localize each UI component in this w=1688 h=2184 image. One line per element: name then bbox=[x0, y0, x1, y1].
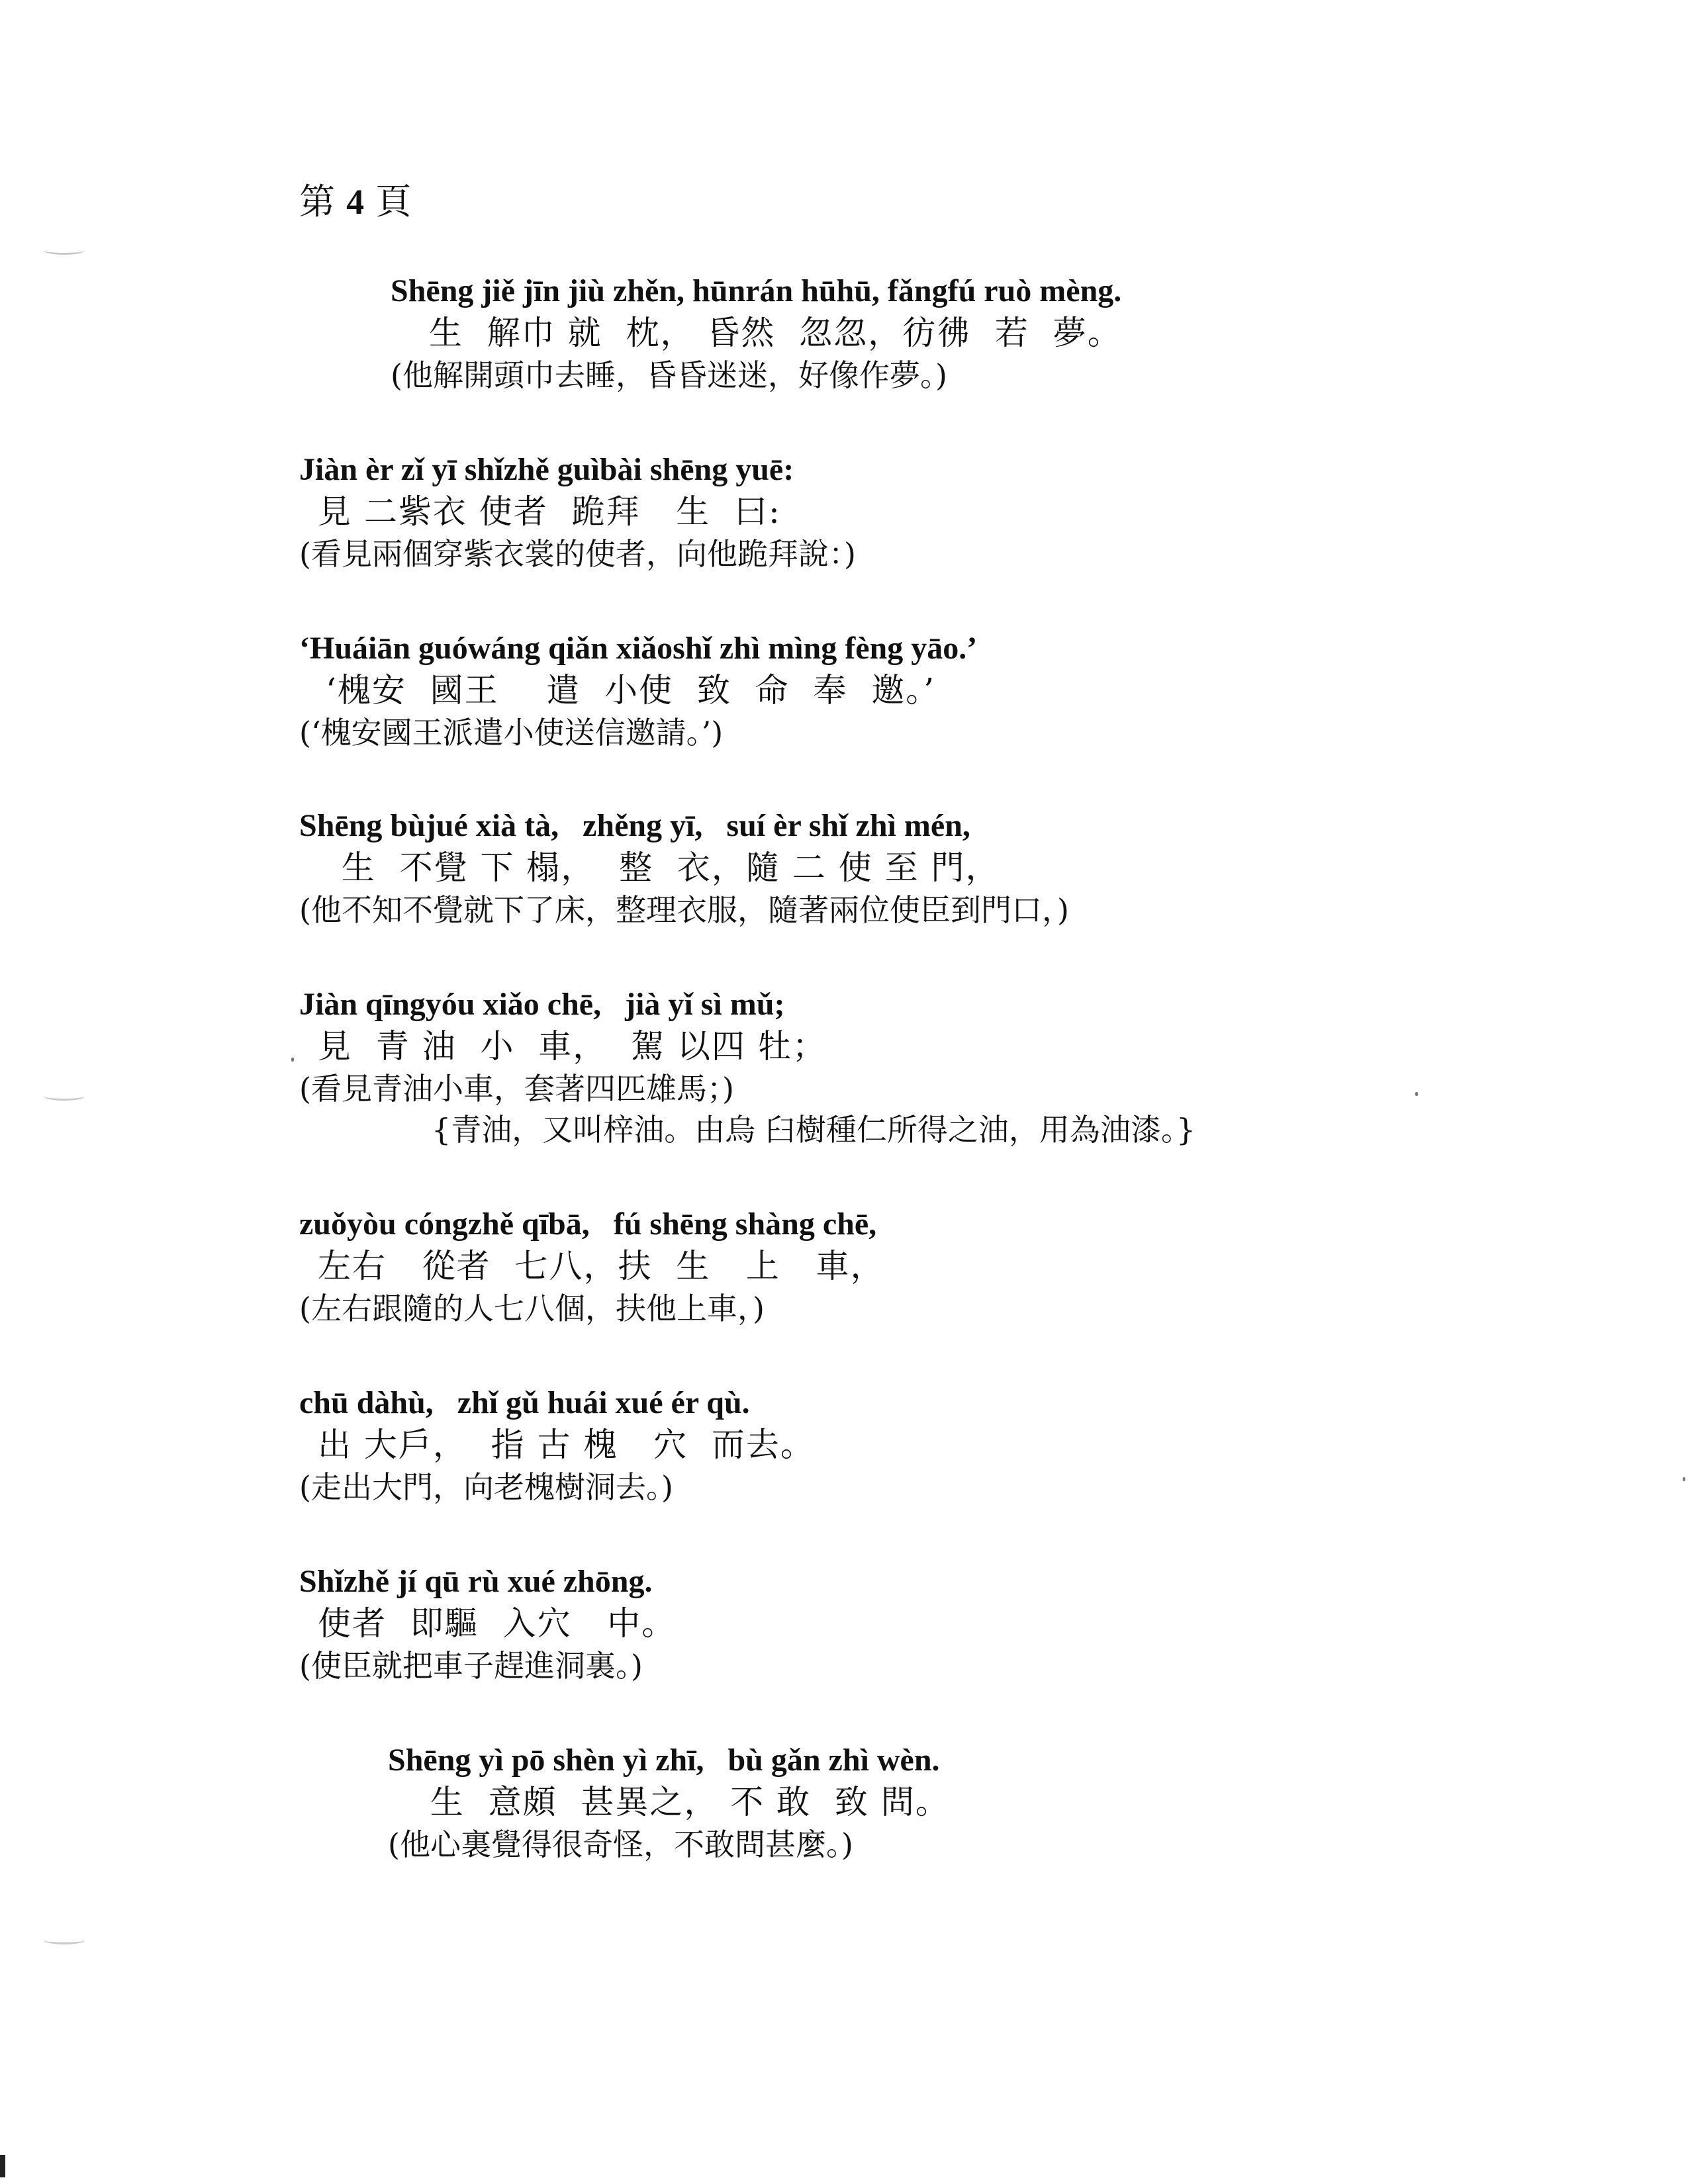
translation-line: (他心裏覺得很奇怪，不敢問甚麼。) bbox=[388, 1827, 853, 1862]
translation-line: (看見青油小車，套著四匹雄馬；) bbox=[299, 1071, 734, 1107]
page-number bbox=[299, 181, 412, 222]
pinyin-line: Shǐzhě jí qū rù xué zhōng. bbox=[299, 1564, 653, 1599]
chinese-line: 見 青 油 小 車， 駕 以四 牡； bbox=[318, 1027, 827, 1066]
scan-edge-mark bbox=[44, 1092, 85, 1101]
translation-line: (他不知不覺就下了床，整理衣服，隨著兩位使臣到門口，) bbox=[299, 892, 1069, 928]
scan-corner-mark bbox=[0, 2155, 5, 2177]
pinyin-line: ‘Huáiān guówáng qiǎn xiǎoshǐ zhì mìng fèng yāo.’ bbox=[299, 631, 978, 666]
verse-stanza bbox=[388, 1745, 950, 1870]
page-number-prefix: 第 bbox=[299, 181, 335, 222]
chinese-line: 出 大戶， 指 古 槐 穴 而去。 bbox=[318, 1426, 815, 1464]
verse-stanza bbox=[391, 275, 1122, 401]
translation-line: (他解開頭巾去睡，昏昏迷迷，好像作夢。) bbox=[391, 357, 947, 393]
verse-stanza bbox=[299, 810, 1069, 936]
translation-line: (走出大門，向老槐樹洞去。) bbox=[299, 1469, 673, 1505]
scan-speck bbox=[291, 1058, 294, 1062]
chinese-line: 生 解巾 就 枕， 昏然 忽忽，彷彿 若 夢。 bbox=[429, 314, 1122, 352]
scan-edge-mark bbox=[44, 1936, 85, 1944]
translation-line: (‘槐安國王派遣小使送信邀請。’) bbox=[299, 715, 724, 751]
chinese-line: 使者 即驅 入穴 中。 bbox=[318, 1604, 677, 1643]
chinese-line: 見 二紫衣 使者 跪拜 生 曰: bbox=[318, 492, 781, 531]
scan-speck bbox=[1415, 1092, 1418, 1096]
page-number-suffix: 頁 bbox=[375, 181, 412, 222]
verse-stanza bbox=[299, 1566, 676, 1692]
annotation-note: {青油，又叫梓油。由烏 臼樹種仁所得之油，用為油漆。} bbox=[432, 1112, 1196, 1148]
verse-stanza bbox=[299, 454, 856, 580]
translation-line: (看見兩個穿紫衣裳的使者，向他跪拜說：) bbox=[299, 536, 856, 572]
pinyin-line: Shēng bùjué xià tà, zhěng yī, suí èr shǐ zhì mén, bbox=[299, 808, 970, 843]
translation-line: (左右跟隨的人七八個，扶他上車，) bbox=[299, 1291, 765, 1326]
verse-stanza bbox=[299, 989, 1196, 1156]
pinyin-line: Shēng jiě jīn jiù zhěn, hūnrán hūhū, fǎngfú ruò mèng. bbox=[391, 273, 1122, 308]
verse-stanza bbox=[299, 1208, 885, 1334]
translation-line: (使臣就把車子趕進洞裏。) bbox=[299, 1648, 643, 1684]
scan-speck bbox=[1683, 1477, 1685, 1481]
page-number-value: 4 bbox=[346, 182, 365, 222]
chinese-line: 左右 從者 七八，扶 生 上 車， bbox=[318, 1247, 885, 1285]
chinese-line: ‘槐安 國王 遣 小使 致 命 奉 邀。’ bbox=[326, 671, 936, 709]
chinese-line: 生 不覺 下 榻， 整 衣，隨 二 使 至 門， bbox=[318, 848, 1000, 887]
verse-stanza bbox=[299, 1387, 815, 1513]
pinyin-line: Jiàn èr zǐ yī shǐzhě guìbài shēng yuē: bbox=[299, 452, 794, 487]
pinyin-line: Jiàn qīngyóu xiǎo chē, jià yǐ sì mǔ; bbox=[299, 987, 785, 1022]
verse-stanza bbox=[299, 633, 977, 758]
scan-edge-mark bbox=[44, 246, 85, 255]
chinese-line: 生 意頗 甚異之， 不 敢 致 問。 bbox=[406, 1783, 950, 1821]
pinyin-line: zuǒyòu cóngzhě qībā, fú shēng shàng chē, bbox=[299, 1206, 877, 1242]
pinyin-line: chū dàhù, zhǐ gǔ huái xué ér qù. bbox=[299, 1385, 750, 1420]
pinyin-line: Shēng yì pō shèn yì zhī, bù gǎn zhì wèn. bbox=[388, 1743, 940, 1778]
